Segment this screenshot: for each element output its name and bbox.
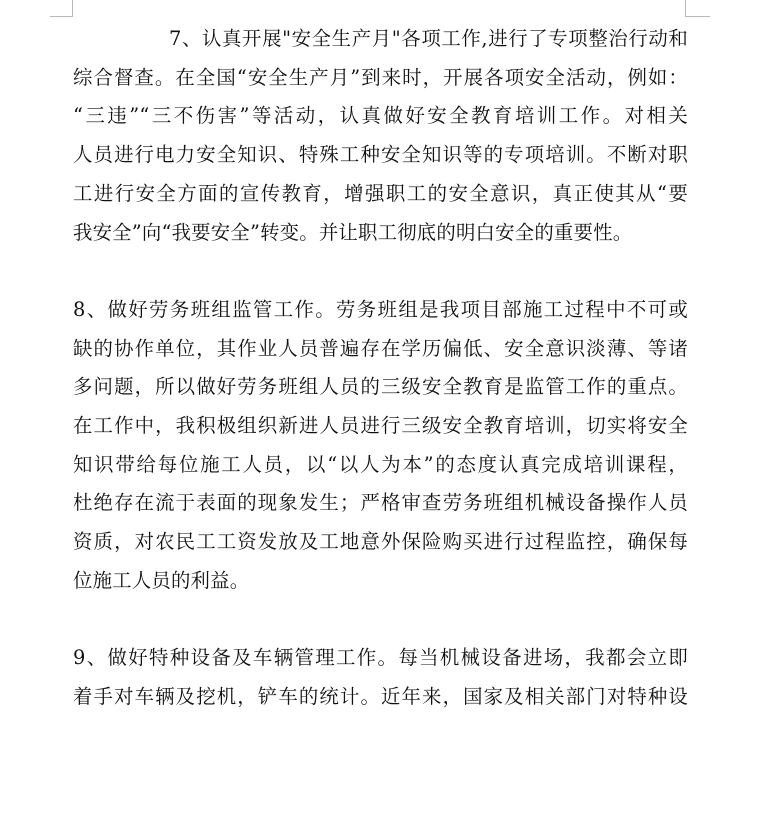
text-line: 综合督查。在全国“安全生产月”到来时，开展各项安全活动，例如：: [73, 65, 688, 89]
crop-mark-top-right-horizontal: [685, 16, 710, 17]
text-line: 在工作中，我积极组织新进人员进行三级安全教育培训，切实将安全: [73, 414, 688, 438]
crop-mark-top-left-horizontal: [50, 16, 73, 17]
text-line: 资质，对农民工工资发放及工地意外保险购买进行过程监控，确保每: [73, 530, 688, 554]
paragraph-item-7: [73, 20, 688, 252]
text-line: “三违”“三不伤害”等活动，认真做好安全教育培训工作。对相关: [73, 104, 688, 128]
document-body[interactable]: [73, 20, 688, 717]
text-line: 位施工人员的利益。: [73, 568, 250, 592]
text-line: 我安全”向“我要安全”转变。并让职工彻底的明白安全的重要性。: [73, 220, 633, 244]
text-line: 着手对车辆及挖机，铲车的统计。近年来，国家及相关部门对特种设: [73, 684, 688, 708]
text-line: 8、做好劳务班组监管工作。劳务班组是我项目部施工过程中不可或: [73, 297, 688, 321]
text-line: 人员进行电力安全知识、特殊工种安全知识等的专项培训。不断对职: [73, 143, 688, 167]
crop-mark-top-left-vertical: [72, 0, 73, 16]
text-line: 7、认真开展"安全生产月"各项工作,进行了专项整治行动和: [169, 27, 688, 50]
crop-mark-top-right-vertical: [685, 0, 686, 16]
paragraph-item-8: [73, 291, 688, 601]
text-line: 知识带给每位施工人员，以“以人为本”的态度认真完成培训课程，: [73, 452, 688, 476]
text-line: 缺的协作单位，其作业人员普遍存在学历偏低、安全意识淡薄、等诸: [73, 336, 688, 360]
text-line: 工进行安全方面的宣传教育，增强职工的安全意识，真正使其从“要: [73, 181, 688, 205]
paragraph-spacer: [73, 252, 688, 291]
text-line: 多问题，所以做好劳务班组人员的三级安全教育是监管工作的重点。: [73, 375, 688, 399]
text-line: 9、做好特种设备及车辆管理工作。每当机械设备进场，我都会立即: [73, 646, 688, 670]
paragraph-spacer: [73, 601, 688, 640]
text-line: 杜绝存在流于表面的现象发生；严格审查劳务班组机械设备操作人员: [73, 491, 688, 515]
paragraph-item-9: [73, 639, 688, 716]
